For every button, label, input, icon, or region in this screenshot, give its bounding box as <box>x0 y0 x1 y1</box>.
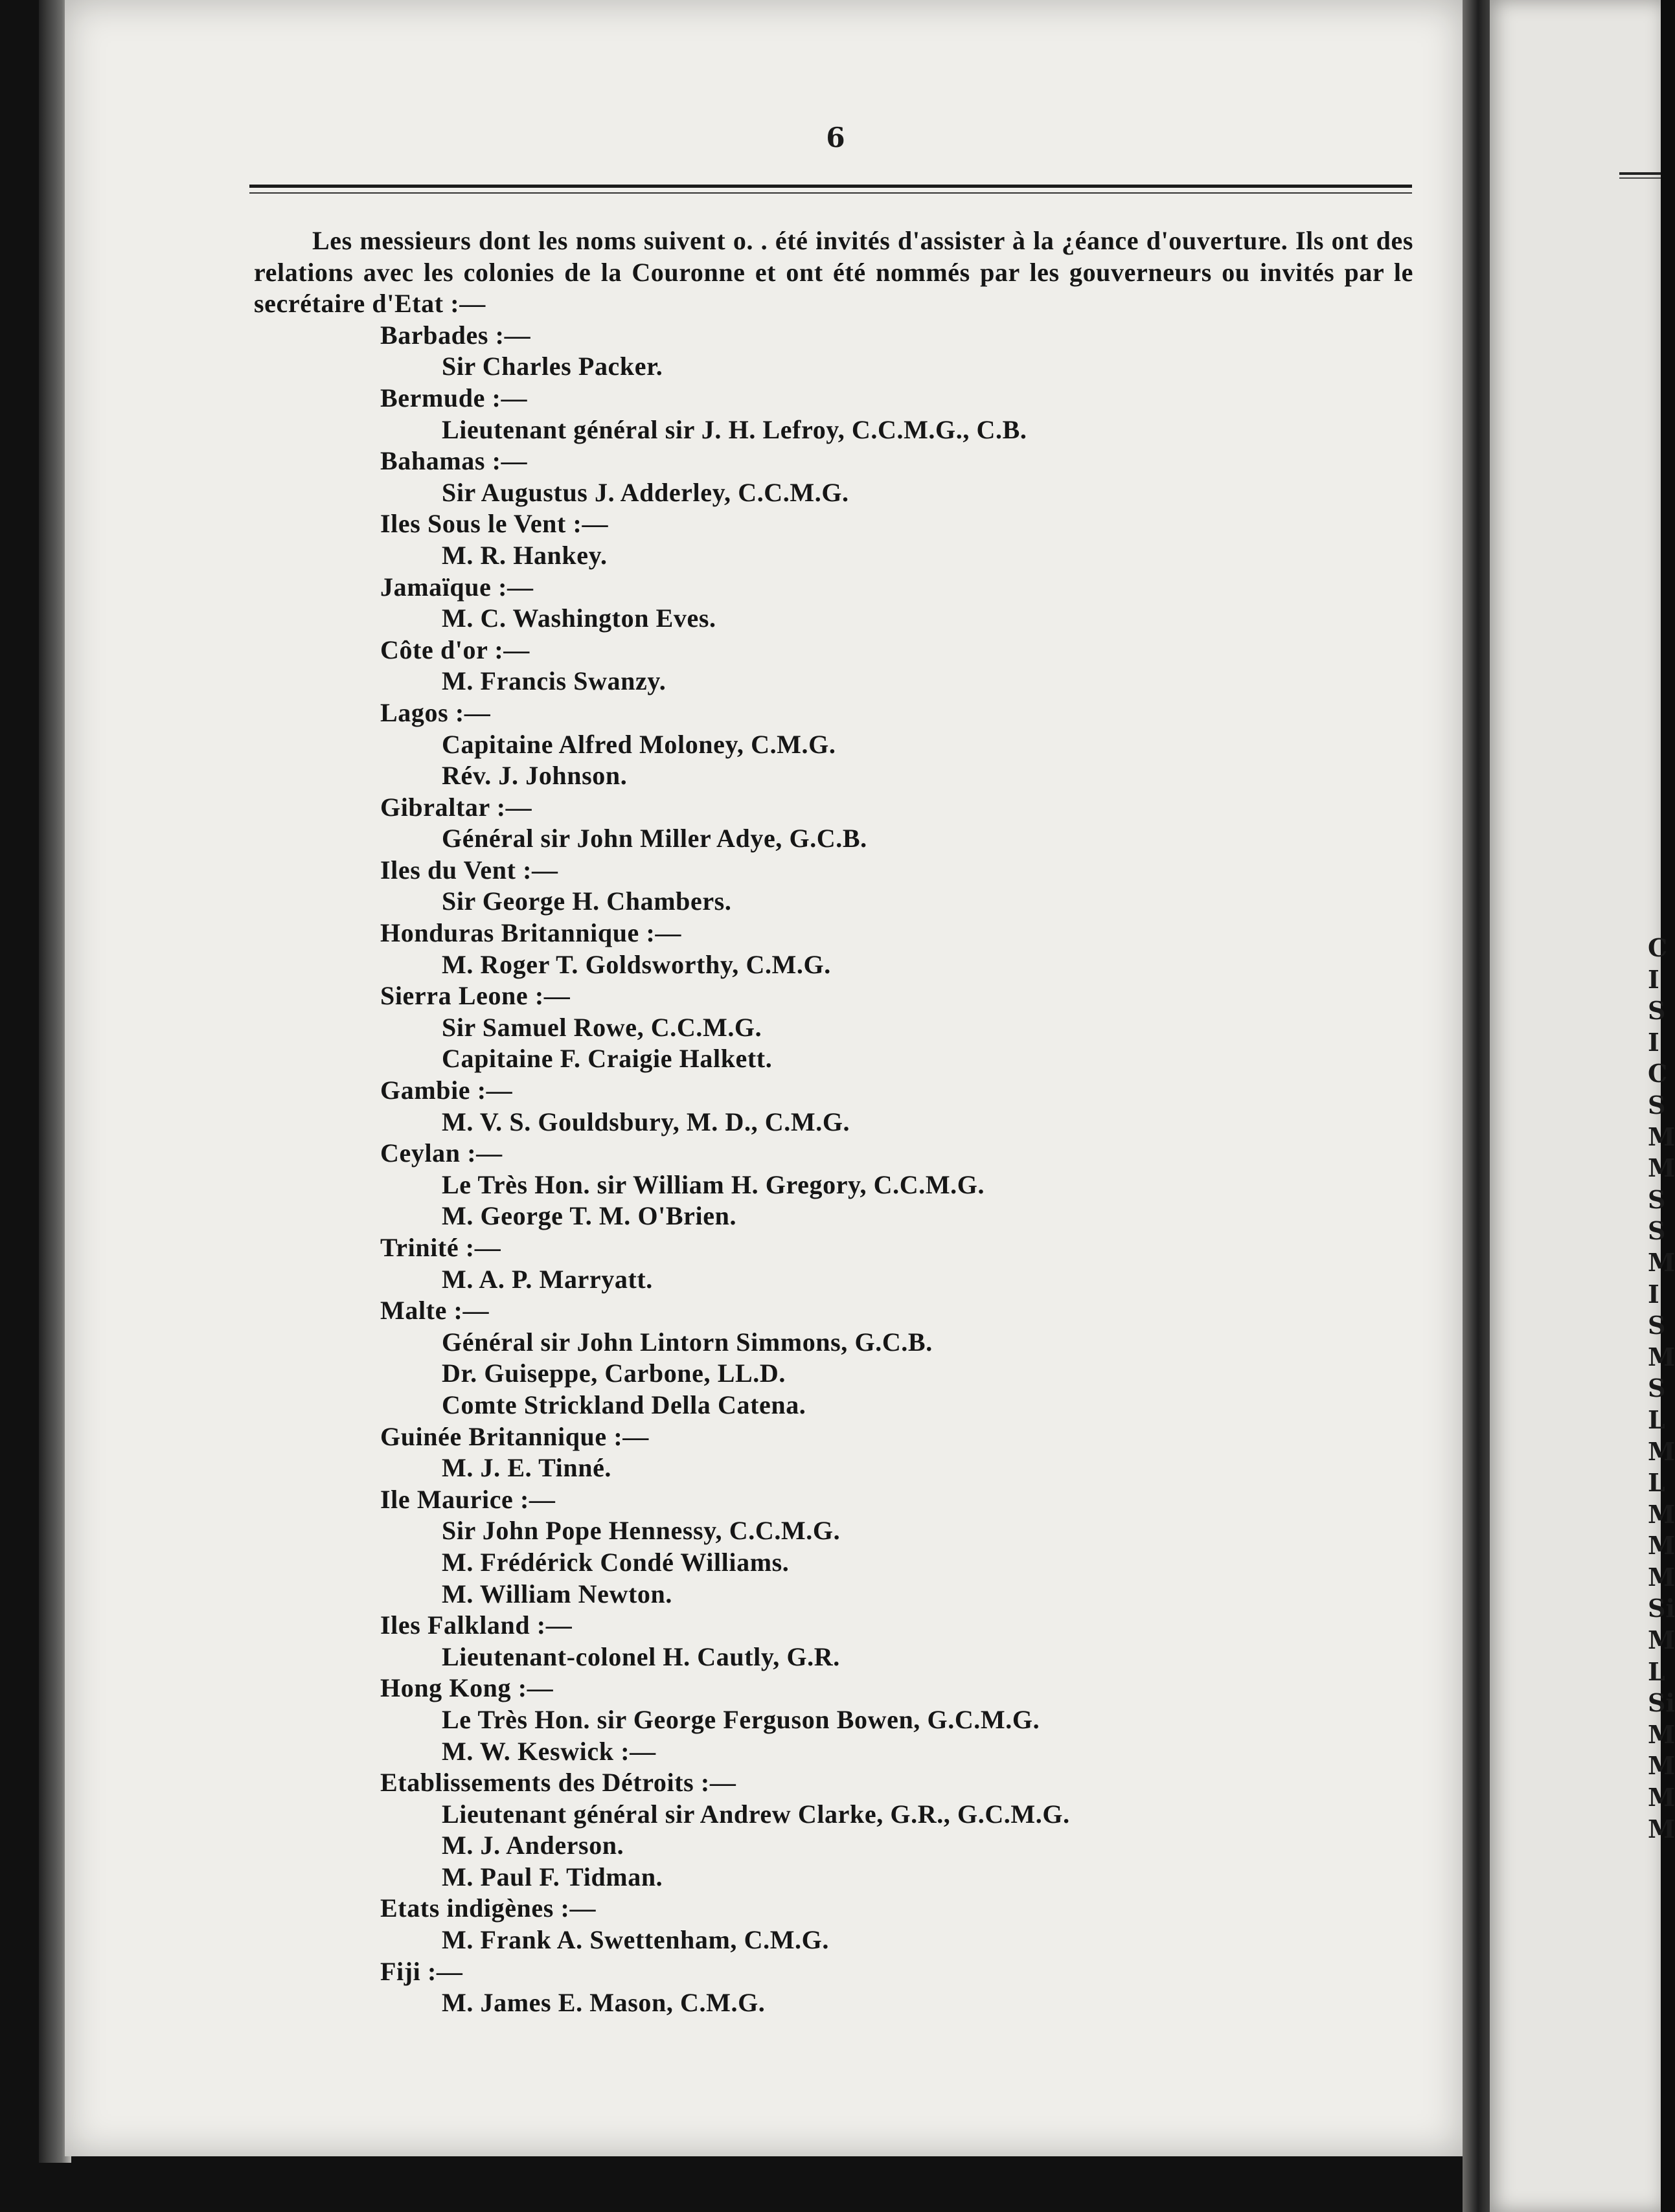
delegate-name: M. J. E. Tinné. <box>442 1453 612 1483</box>
colony-name: Iles du Vent :— <box>380 855 558 885</box>
delegate-name: Capitaine Alfred Moloney, C.M.G. <box>442 729 836 759</box>
adjacent-page-letter: S <box>1648 1184 1666 1214</box>
delegate-name: M. A. P. Marryatt. <box>442 1264 653 1294</box>
delegate-name: M. William Newton. <box>442 1579 672 1608</box>
adjacent-page-letter: L <box>1648 1468 1665 1498</box>
adjacent-page-letter: M <box>1648 1719 1675 1749</box>
colony-entry <box>254 855 1420 918</box>
adjacent-page-letter: C <box>1648 933 1668 962</box>
colony-entry <box>254 1610 1420 1673</box>
adjacent-page-letter: M <box>1648 1783 1675 1812</box>
delegate-name: M. J. Anderson. <box>442 1831 624 1860</box>
adjacent-page-letter: M <box>1648 1625 1675 1655</box>
colony-name: Barbades :— <box>380 320 531 350</box>
delegate-name: Sir Augustus J. Adderley, C.C.M.G. <box>442 477 849 507</box>
adjacent-page-letter: I <box>1648 964 1659 994</box>
colony-entry <box>254 572 1420 635</box>
delegate-name: Lieutenant général sir Andrew Clarke, G.R., G.C.M.G. <box>442 1799 1070 1829</box>
colony-name: Etablissements des Détroits :— <box>380 1768 736 1798</box>
colony-entry <box>254 980 1420 1075</box>
colony-entry <box>254 383 1420 446</box>
colony-entry <box>254 1767 1420 1893</box>
adjacent-page-letter: M <box>1648 1531 1675 1561</box>
delegate-name: Capitaine F. Craigie Halkett. <box>442 1044 773 1074</box>
colony-name: Malte :— <box>380 1296 490 1326</box>
delegate-name: M. Frédérick Condé Williams. <box>442 1547 790 1577</box>
colony-name: Gibraltar :— <box>380 792 532 822</box>
adjacent-page-rule <box>1619 172 1661 179</box>
colony-name: Côte d'or :— <box>380 635 530 664</box>
adjacent-page-letter: S <box>1648 1311 1666 1340</box>
delegate-name: Sir George H. Chambers. <box>442 886 732 916</box>
colony-entry <box>254 1673 1420 1767</box>
delegate-name: M. V. S. Gouldsbury, M. D., C.M.G. <box>442 1107 850 1136</box>
delegate-name: Le Très Hon. sir William H. Gregory, C.C.M.G. <box>442 1169 985 1199</box>
adjacent-page-letter: S <box>1648 996 1666 1026</box>
delegate-name: Comte Strickland Della Catena. <box>442 1390 806 1419</box>
delegate-name: M. Frank A. Swettenham, C.M.G. <box>442 1925 829 1955</box>
colony-name: Lagos :— <box>380 697 491 727</box>
adjacent-page-letter: I <box>1648 1027 1659 1057</box>
colony-name: Trinité :— <box>380 1233 501 1262</box>
colony-entry <box>254 1075 1420 1138</box>
intro-paragraph: Les messieurs dont les noms suivent o. . été invités d'assister à la ¿éance d'ouverture. Ils ont des relations avec les colonies de la Couronne et ont été nommés par les gouverneurs ou invités par le secrétaire d'Etat :— <box>254 226 1413 319</box>
colony-entry <box>254 918 1420 980</box>
adjacent-page-letter: L <box>1648 1405 1665 1434</box>
delegate-name: M. W. Keswick :— <box>442 1736 656 1766</box>
delegate-name: M. Francis Swanzy. <box>442 666 667 696</box>
colony-entry <box>254 320 1420 383</box>
colony-name: Sierra Leone :— <box>380 981 571 1011</box>
delegate-name: M. George T. M. O'Brien. <box>442 1201 737 1231</box>
delegate-name: Général sir John Miller Adye, G.C.B. <box>442 824 867 853</box>
colony-entry <box>254 1232 1420 1295</box>
colony-entry <box>254 1484 1420 1610</box>
colony-name: Hong Kong :— <box>380 1673 554 1703</box>
colony-name: Etats indigènes :— <box>380 1893 597 1923</box>
page-body <box>254 225 1420 2019</box>
delegate-name: Dr. Guiseppe, Carbone, LL.D. <box>442 1359 786 1388</box>
page-number: 6 <box>826 122 845 153</box>
adjacent-page-letter: M <box>1648 1342 1675 1371</box>
adjacent-page-letter: Si <box>1648 1594 1675 1623</box>
adjacent-page-letter: S <box>1648 1216 1666 1246</box>
colony-name: Fiji :— <box>380 1956 463 1986</box>
colony-name: Iles Sous le Vent :— <box>380 509 609 539</box>
delegate-name: Sir John Pope Hennessy, C.C.M.G. <box>442 1516 841 1546</box>
delegate-name: Le Très Hon. sir George Ferguson Bowen, G.C.M.G. <box>442 1704 1040 1734</box>
colony-name: Gambie :— <box>380 1076 513 1105</box>
adjacent-page-letter: M <box>1648 1751 1675 1781</box>
colony-name: Jamaïque :— <box>380 572 534 602</box>
adjacent-page-letter: S <box>1648 1090 1666 1120</box>
adjacent-page-letter: I <box>1648 1279 1659 1309</box>
adjacent-page-letter: L <box>1648 1656 1665 1686</box>
delegate-name: M. R. Hankey. <box>442 540 608 570</box>
delegate-name: M. James E. Mason, C.M.G. <box>442 1988 766 2018</box>
colony-name: Honduras Britannique :— <box>380 918 682 948</box>
adjacent-page-text-fragment <box>1648 932 1675 1845</box>
colony-entry <box>254 1421 1420 1484</box>
colony-entry <box>254 446 1420 508</box>
delegate-name: M. Roger T. Goldsworthy, C.M.G. <box>442 949 831 979</box>
colony-name: Bahamas :— <box>380 446 528 476</box>
book-gutter <box>1463 0 1494 2212</box>
adjacent-page-letter: M <box>1648 1499 1675 1529</box>
adjacent-page-letter: C <box>1648 1059 1668 1089</box>
delegate-name: M. C. Washington Eves. <box>442 604 716 633</box>
adjacent-page-letter: M <box>1648 1814 1675 1844</box>
colony-name: Guinée Britannique :— <box>380 1421 649 1451</box>
delegate-name: M. Paul F. Tidman. <box>442 1862 663 1891</box>
colony-entry <box>254 635 1420 697</box>
delegate-name: Lieutenant général sir J. H. Lefroy, C.C.M.G., C.B. <box>442 414 1027 444</box>
colony-entry <box>254 1956 1420 2019</box>
colony-entry <box>254 1138 1420 1232</box>
adjacent-page-letter: M <box>1648 1562 1675 1592</box>
colony-name: Iles Falkland :— <box>380 1610 573 1640</box>
delegate-name: Rév. J. Johnson. <box>442 761 628 791</box>
colony-name: Bermude :— <box>380 383 528 412</box>
header-rule <box>249 185 1412 188</box>
colony-entry <box>254 697 1420 792</box>
colony-entry <box>254 1893 1420 1956</box>
adjacent-page-letter: S <box>1648 1373 1666 1403</box>
colony-entry <box>254 1295 1420 1421</box>
colony-list <box>254 320 1420 2019</box>
colony-name: Ceylan :— <box>380 1138 503 1168</box>
colony-name: Ile Maurice :— <box>380 1484 556 1514</box>
adjacent-page-letter: M <box>1648 1436 1675 1466</box>
colony-entry <box>254 508 1420 571</box>
delegate-name: Lieutenant-colonel H. Cautly, G.R. <box>442 1642 840 1671</box>
adjacent-page-letter: M <box>1648 1122 1675 1151</box>
header-rule-thin <box>249 192 1412 194</box>
adjacent-page-letter: M <box>1648 1247 1675 1277</box>
delegate-name: Sir Samuel Rowe, C.C.M.G. <box>442 1012 762 1042</box>
delegate-name: Général sir John Lintorn Simmons, G.C.B. <box>442 1327 933 1357</box>
delegate-name: Sir Charles Packer. <box>442 352 663 381</box>
adjacent-page-letter: Si <box>1648 1688 1675 1718</box>
adjacent-page-letter: M <box>1648 1153 1675 1183</box>
colony-entry <box>254 792 1420 855</box>
